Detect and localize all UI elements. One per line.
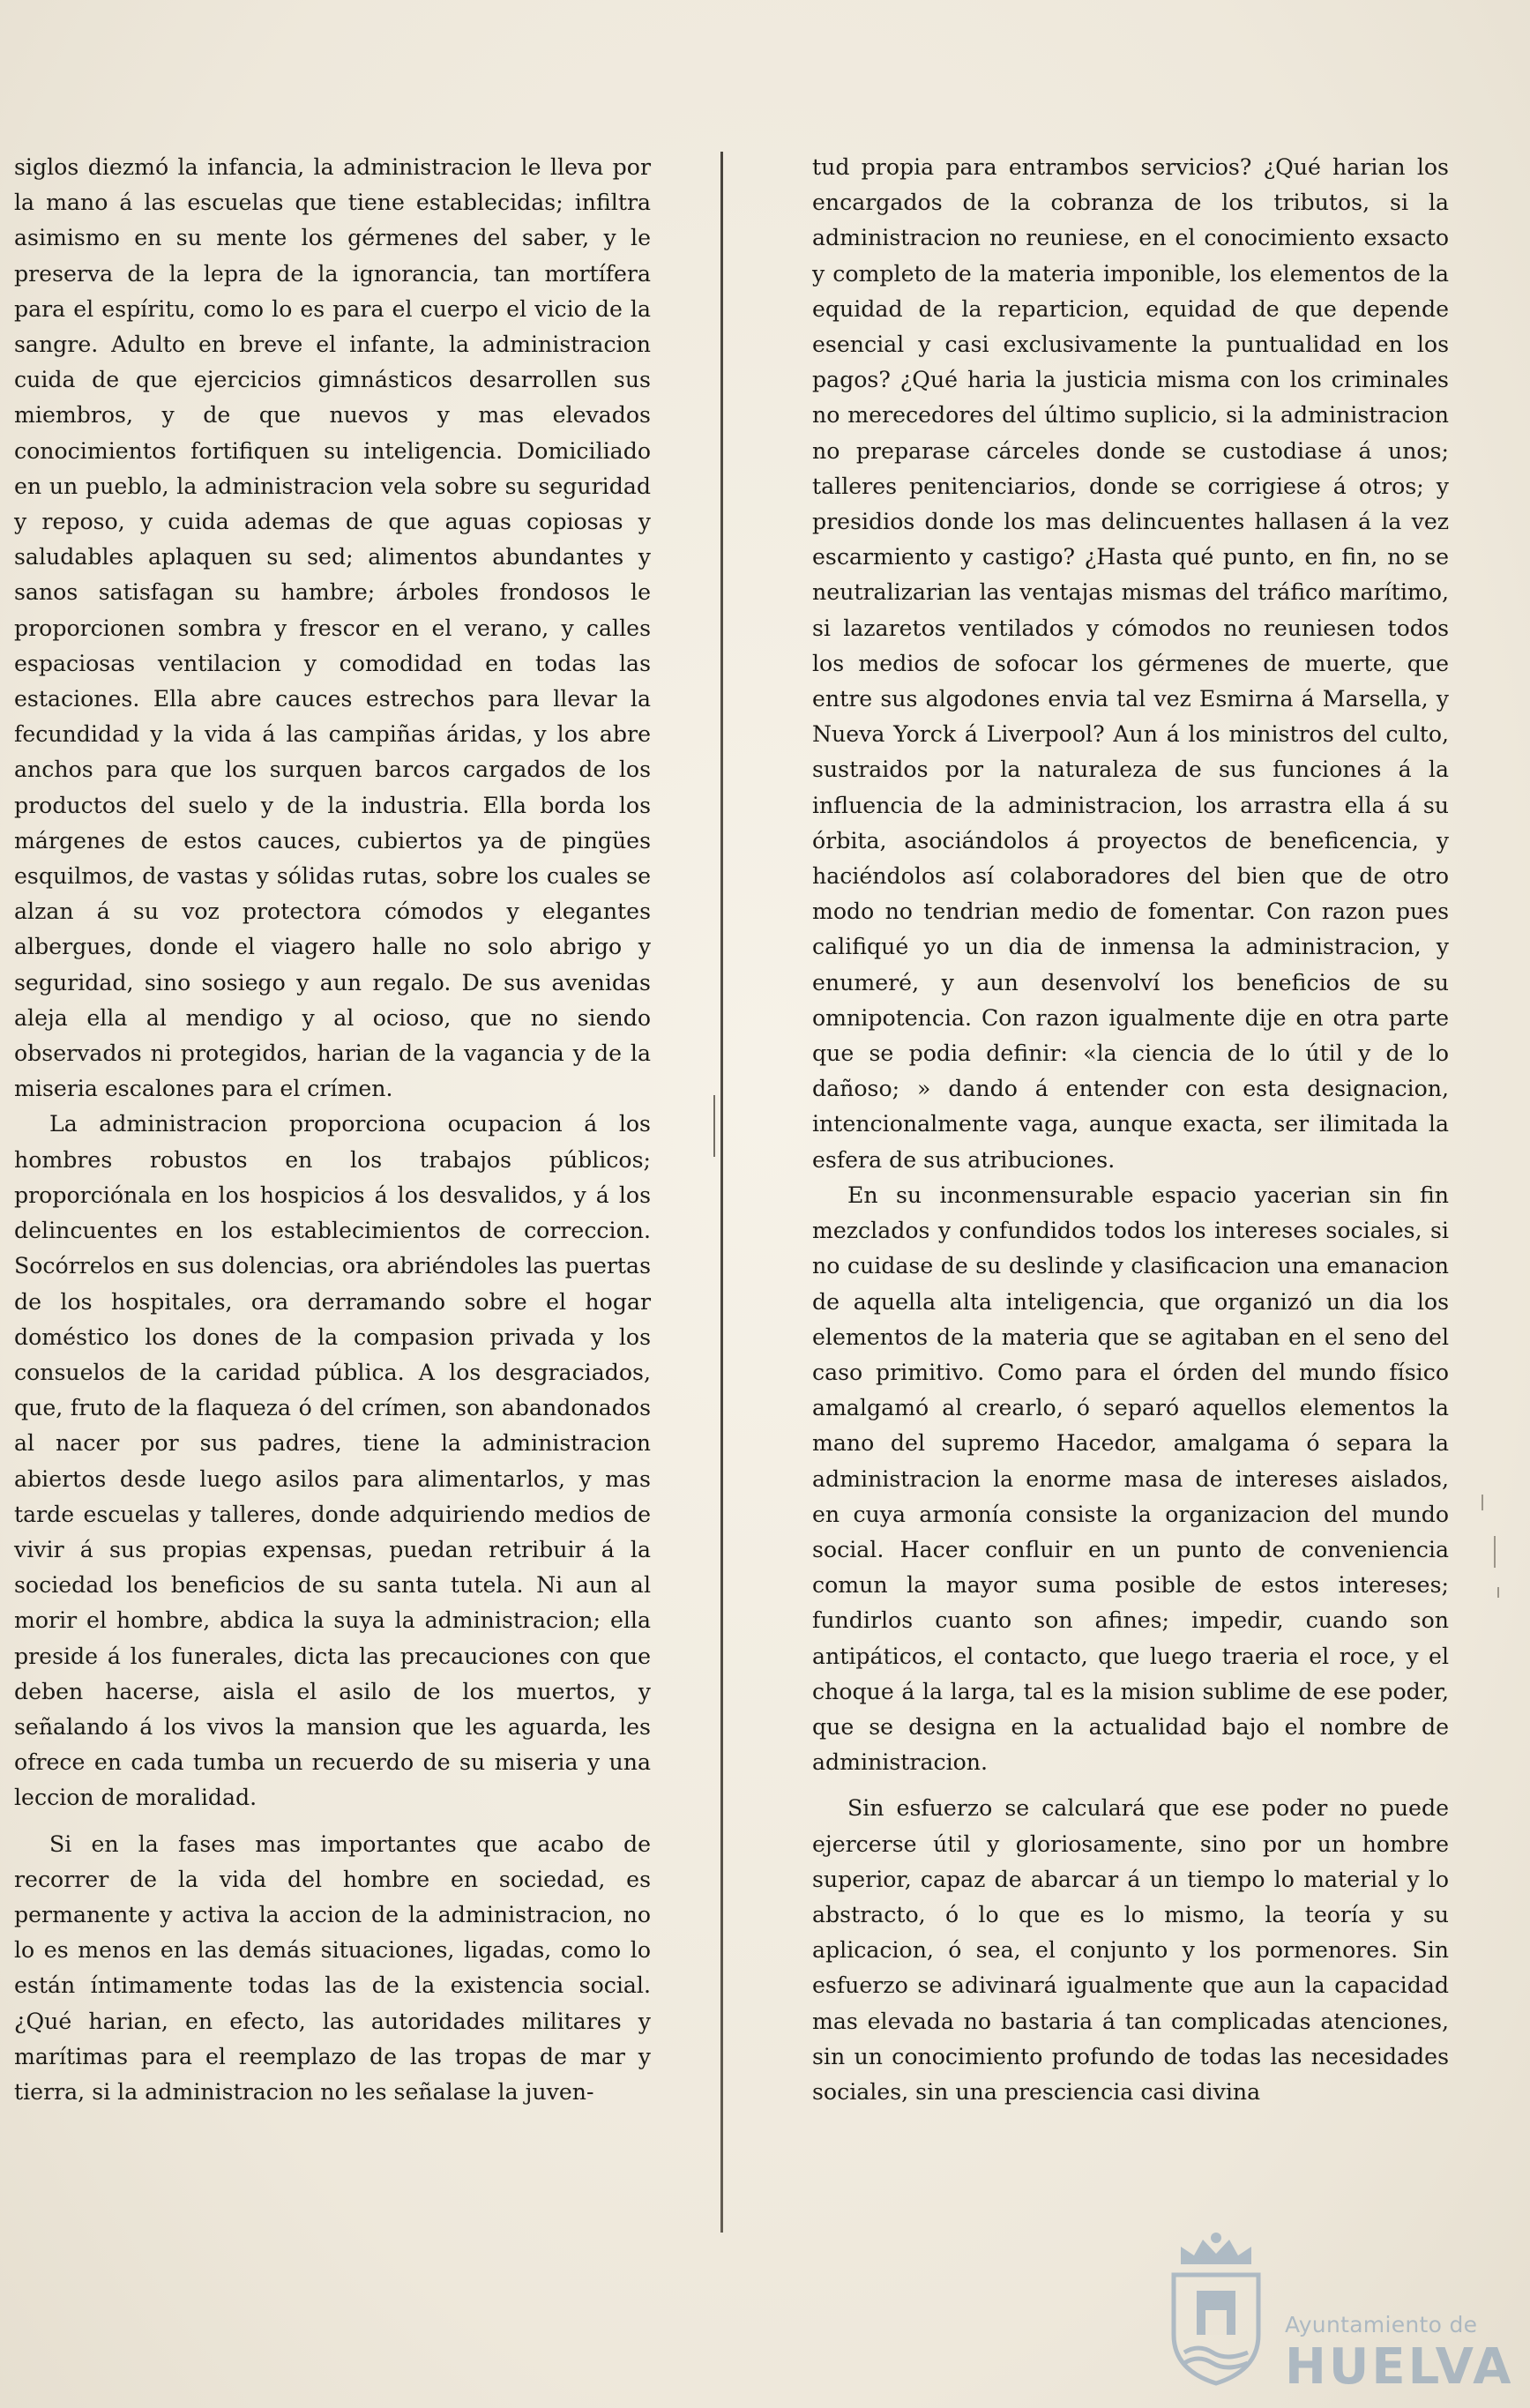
right-paragraph-2: En su inconmensurable espacio yacerian sin fin mezclados y confundidos todos los intereses sociales, si no cuidase de su deslinde y clasificacion una emanacion de aquella alta inteligencia, que organizó un dia los elementos de la materia que se agitaban en el seno del caso primitivo. Como para el órden del mundo físico amalgamó al crearlo, ó separó aquellos elementos la mano del supremo Hacedor, amalgama ó separa la administracion la enorme masa de intereses aislados, en cuya armonía consiste la organizacion del mundo social. Hacer confluir en un punto de conveniencia comun la mayor suma posible de estos intereses; fundirlos cuanto son afines; impedir, cuando son antipáticos, el contacto, que luego traeria el roce, y el choque á la larga, tal es la mision sublime de ese poder, que se designa en la actualidad bajo el nombre de administracion. (812, 1182, 1449, 1776)
watermark-city: HUELVA (1285, 2338, 1514, 2396)
watermark (1151, 2229, 1521, 2405)
column-divider (720, 152, 723, 2233)
left-paragraph-1: siglos diezmó la infancia, la administracion le lleva por la mano á las escuelas que tiene establecidas; infiltra asimismo en su mente los gérmenes del saber, y le preserva de la lepra de la ignorancia, tan mortífera para el espíritu, como lo es para el cuerpo el vicio de la sangre. Adulto en breve el infante, la administracion cuida de que ejercicios gimnásticos desarrollen sus miembros, y de que nuevos y mas elevados conocimientos fortifiquen su inteligencia. Domiciliado en un pueblo, la administracion vela sobre su seguridad y reposo, y cuida ademas de que aguas copiosas y saludables aplaquen su sed; alimentos abundantes y sanos satisfagan su hambre; árboles frondosos le proporcionen sombra y frescor en el verano, y calles espaciosas ventilacion y comodidad en todas las estaciones. Ella abre cauces estrechos para llevar la fecundidad y la vida á las campiñas áridas, y los abre anchos para que los surquen barcos cargados de los productos del suelo y de la industria. Ella borda los márgenes de estos cauces, cubiertos ya de pingües esquilmos, de vastas y sólidas rutas, sobre los cuales se alzan á su voz protectora cómodos y elegantes albergues, donde el viagero halle no solo abrigo y seguridad, sino sosiego y aun regalo. De sus avenidas aleja ella al mendigo y al ocioso, que no siendo observados ni protegidos, harian de la vagancia y de la miseria escalones para el crímen. (14, 154, 651, 1102)
huelva-coat-of-arms-icon (1163, 2229, 1269, 2388)
left-paragraph-2: La administracion proporciona ocupacion á los hombres robustos en los trabajos públicos; proporciónala en los hospicios á los desvalidos, y á los delincuentes en los establecimientos de correccion. Socórrelos en sus dolencias, ora abriéndoles las puertas de los hospitales, ora derramando sobre el hogar doméstico los dones de la compasion privada y los consuelos de la caridad pública. A los desgraciados, que, fruto de la flaqueza ó del crímen, son abandonados al nacer por sus padres, tiene la administracion abiertos desde luego asilos para alimentarlos, y mas tarde escuelas y talleres, donde adquiriendo medios de vivir á sus propias expensas, puedan retribuir á la sociedad los beneficios de su santa tutela. Ni aun al morir el hombre, abdica la suya la administracion; ella preside á los funerales, dicta las precauciones con que deben hacerse, aisla el asilo de los muertos, y señalando á los vivos la mansion que les aguarda, les ofrece en cada tumba un recuerdo de su miseria y una leccion de moralidad. (14, 1111, 651, 1811)
margin-mark (1494, 1536, 1496, 1568)
right-column (812, 150, 1449, 2110)
left-column (14, 150, 651, 2110)
right-paragraph-1: tud propia para entrambos servicios? ¿Qué harian los encargados de la cobranza de los tributos, si la administracion no reuniese, en el conocimiento exsacto y completo de la materia imponible, los elementos de la equidad de la reparticion, equidad de que depende esencial y casi exclusivamente la puntualidad en los pagos? ¿Qué haria la justicia misma con los criminales no merecedores del último suplicio, si la administracion no preparase cárceles donde se custodiase á unos; talleres penitenciarios, donde se corrigiese á otros; y presidios donde los mas delincuentes hallasen á la vez escarmiento y castigo? ¿Hasta qué punto, en fin, no se neutralizarian las ventajas mismas del tráfico marítimo, si lazaretos ventilados y cómodos no reuniesen todos los medios de sofocar los gérmenes de muerte, que entre sus algodones envia tal vez Esmirna á Marsella, y Nueva Yorck á Liverpool? Aun á los ministros del culto, sustraidos por la naturaleza de sus funciones á la influencia de la administracion, los arrastra ella á su órbita, asociándolos á proyectos de beneficencia, y haciéndolos así colaboradores del bien que de otro modo no tendrian medio de fomentar. Con razon pues califiqué yo un dia de inmensa la administracion, y enumeré, y aun desenvolví los beneficios de su omnipotencia. Con razon igualmente dije en otra parte que se podia definir: «la ciencia de lo útil y de lo dañoso; » dando á entender con esta designacion, intencionalmente vaga, aunque exacta, ser ilimitada la esfera de sus atribuciones. (812, 154, 1449, 1173)
watermark-organization: Ayuntamiento de (1285, 2312, 1478, 2337)
margin-mark (1497, 1587, 1499, 1598)
left-paragraph-3: Si en la fases mas importantes que acabo de recorrer de la vida del hombre en sociedad, es permanente y activa la accion de la administracion, no lo es menos en las demás situaciones, ligadas, como lo están íntimamente todas las de la existencia social. ¿Qué harian, en efecto, las autoridades militares y marítimas para el reemplazo de las tropas de mar y tierra, si la administracion no les señalase la juven- (14, 1830, 651, 2105)
right-paragraph-3: Sin esfuerzo se calculará que ese poder no puede ejercerse útil y gloriosamente, sino por un hombre superior, capaz de abarcar á un tiempo lo material y lo abstracto, ó lo que es lo mismo, la teoría y su aplicacion, ó sea, el conjunto y los pormenores. Sin esfuerzo se adivinará igualmente que aun la capacidad mas elevada no bastaria á tan complicadas atenciones, sin un conocimiento profundo de todas las necesidades sociales, sin una presciencia casi divina (812, 1795, 1449, 2105)
divider-mark (713, 1095, 715, 1157)
margin-mark (1481, 1495, 1483, 1510)
